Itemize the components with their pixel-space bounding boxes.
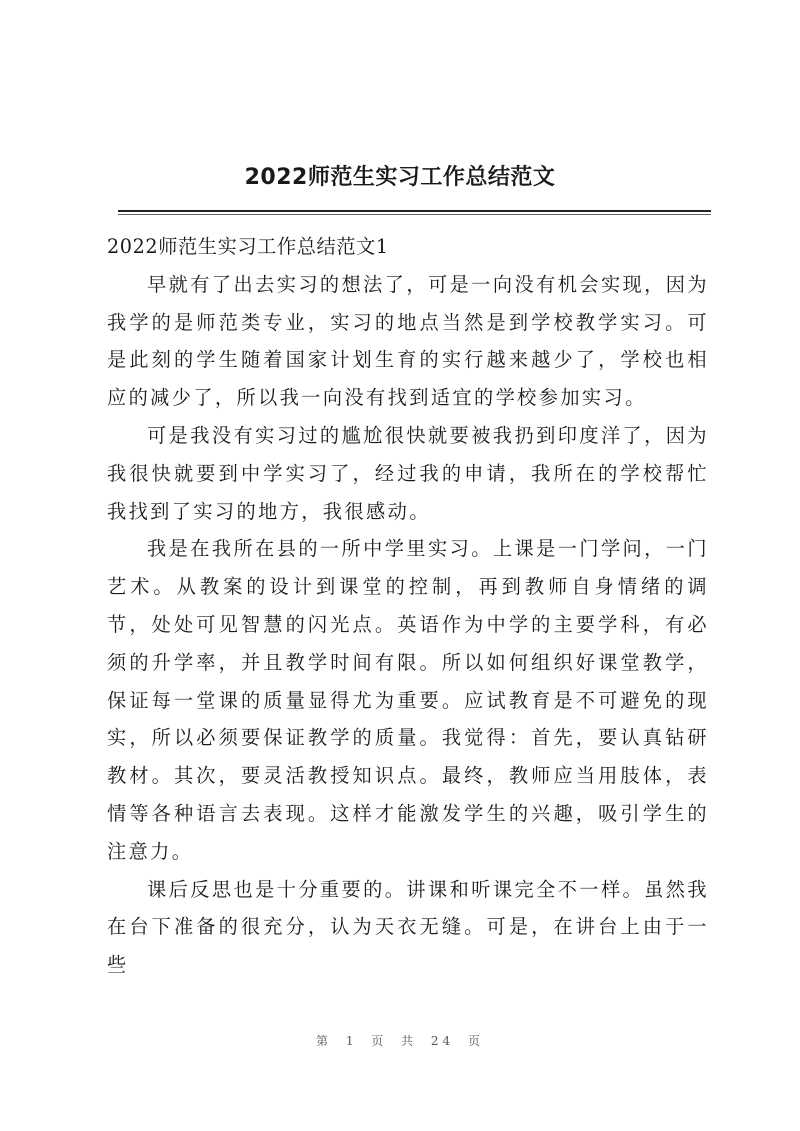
paragraph: 课后反思也是十分重要的。讲课和听课完全不一样。虽然我在台下准备的很充分，认为天衣无缝。可是，在讲台上由于一些 <box>107 877 709 977</box>
document-body <box>107 228 709 984</box>
section-heading: 2022师范生实习工作总结范文1 <box>107 235 389 258</box>
page-number-footer: 第 1 页 共 24 页 <box>316 1034 484 1048</box>
title-underline-thick <box>118 210 711 212</box>
paragraph: 早就有了出去实习的想法了，可是一向没有机会实现，因为我学的是师范类专业，实习的地点当然是到学校教学实习。可是此刻的学生随着国家计划生育的实行越来越少了，学校也相应的减少了，所以我一向没有找到适宜的学校参加实习。 <box>107 272 709 410</box>
document-title: 2022师范生实习工作总结范文 <box>244 165 556 190</box>
paragraph: 我是在我所在县的一所中学里实习。上课是一门学问，一门艺术。从教案的设计到课堂的控制，再到教师自身情绪的调节，处处可见智慧的闪光点。英语作为中学的主要学科，有必须的升学率，并且教学时间有限。所以如何组织好课堂教学，保证每一堂课的质量显得尤为重要。应试教育是不可避免的现实，所以必须要保证教学的质量。我觉得：首先，要认真钻研教材。其次，要灵活教授知识点。最终，教师应当用肢体，表情等各种语言去表现。这样才能激发学生的兴趣，吸引学生的注意力。 <box>107 537 709 863</box>
paragraph: 可是我没有实习过的尴尬很快就要被我扔到印度洋了，因为我很快就要到中学实习了，经过我的申请，我所在的学校帮忙我找到了实习的地方，我很感动。 <box>107 423 709 523</box>
title-underline-thin <box>118 214 711 215</box>
